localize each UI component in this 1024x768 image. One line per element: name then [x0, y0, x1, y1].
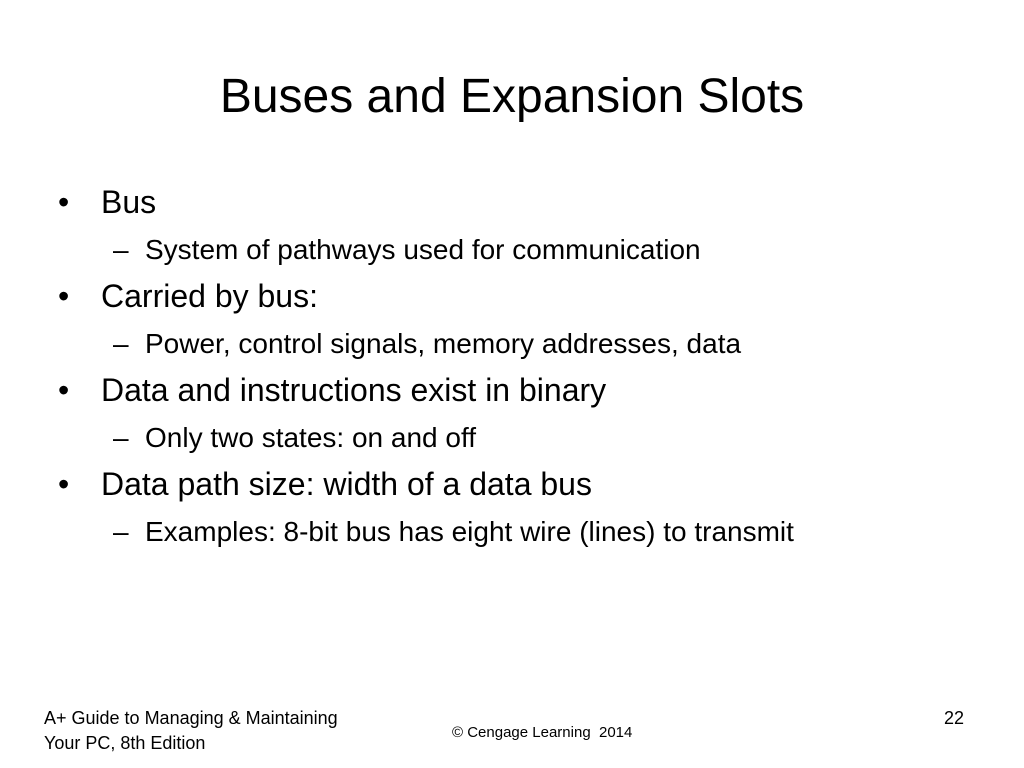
- dash-icon: –: [113, 516, 129, 547]
- slide-number: 22: [943, 708, 964, 728]
- bullet-dot-icon: •: [58, 372, 70, 408]
- bullet-text: Data path size: width of a data bus: [101, 466, 592, 502]
- dash-icon: –: [113, 234, 129, 265]
- dash-icon: –: [113, 422, 129, 453]
- bullet-dot-icon: •: [58, 184, 70, 220]
- sub-bullet-text: Power, control signals, memory addresses, data: [145, 328, 742, 359]
- bullet-level2: [113, 413, 998, 462]
- bullet-item: [58, 274, 998, 368]
- bullet-level2: [113, 507, 998, 556]
- bullet-item: [58, 368, 998, 462]
- bullet-dot-icon: •: [58, 466, 70, 502]
- slide-title: Buses and Expansion Slots: [219, 70, 805, 123]
- sub-bullet-text: Only two states: on and off: [145, 422, 477, 453]
- bullet-level1: [58, 368, 998, 413]
- footer-book-title: [44, 706, 404, 756]
- bullet-list: [58, 180, 998, 556]
- footer-book-line1: A+ Guide to Managing & Maintaining: [44, 708, 338, 728]
- footer-copyright: © Cengage Learning 2014: [452, 724, 633, 741]
- bullet-text: Bus: [101, 184, 157, 220]
- sub-bullet-text: Examples: 8-bit bus has eight wire (lines) to transmit: [145, 516, 794, 547]
- bullet-level2: [113, 319, 998, 368]
- bullet-level2: [113, 225, 998, 274]
- bullet-text: Carried by bus:: [101, 278, 318, 314]
- sub-bullet-text: System of pathways used for communication: [145, 234, 701, 265]
- bullet-dot-icon: •: [58, 278, 70, 314]
- bullet-item: [58, 180, 998, 274]
- bullet-item: [58, 462, 998, 556]
- dash-icon: –: [113, 328, 129, 359]
- bullet-level1: [58, 462, 998, 507]
- bullet-text: Data and instructions exist in binary: [101, 372, 607, 408]
- bullet-level1: [58, 180, 998, 225]
- bullet-level1: [58, 274, 998, 319]
- footer-book-line2: Your PC, 8th Edition: [44, 733, 206, 753]
